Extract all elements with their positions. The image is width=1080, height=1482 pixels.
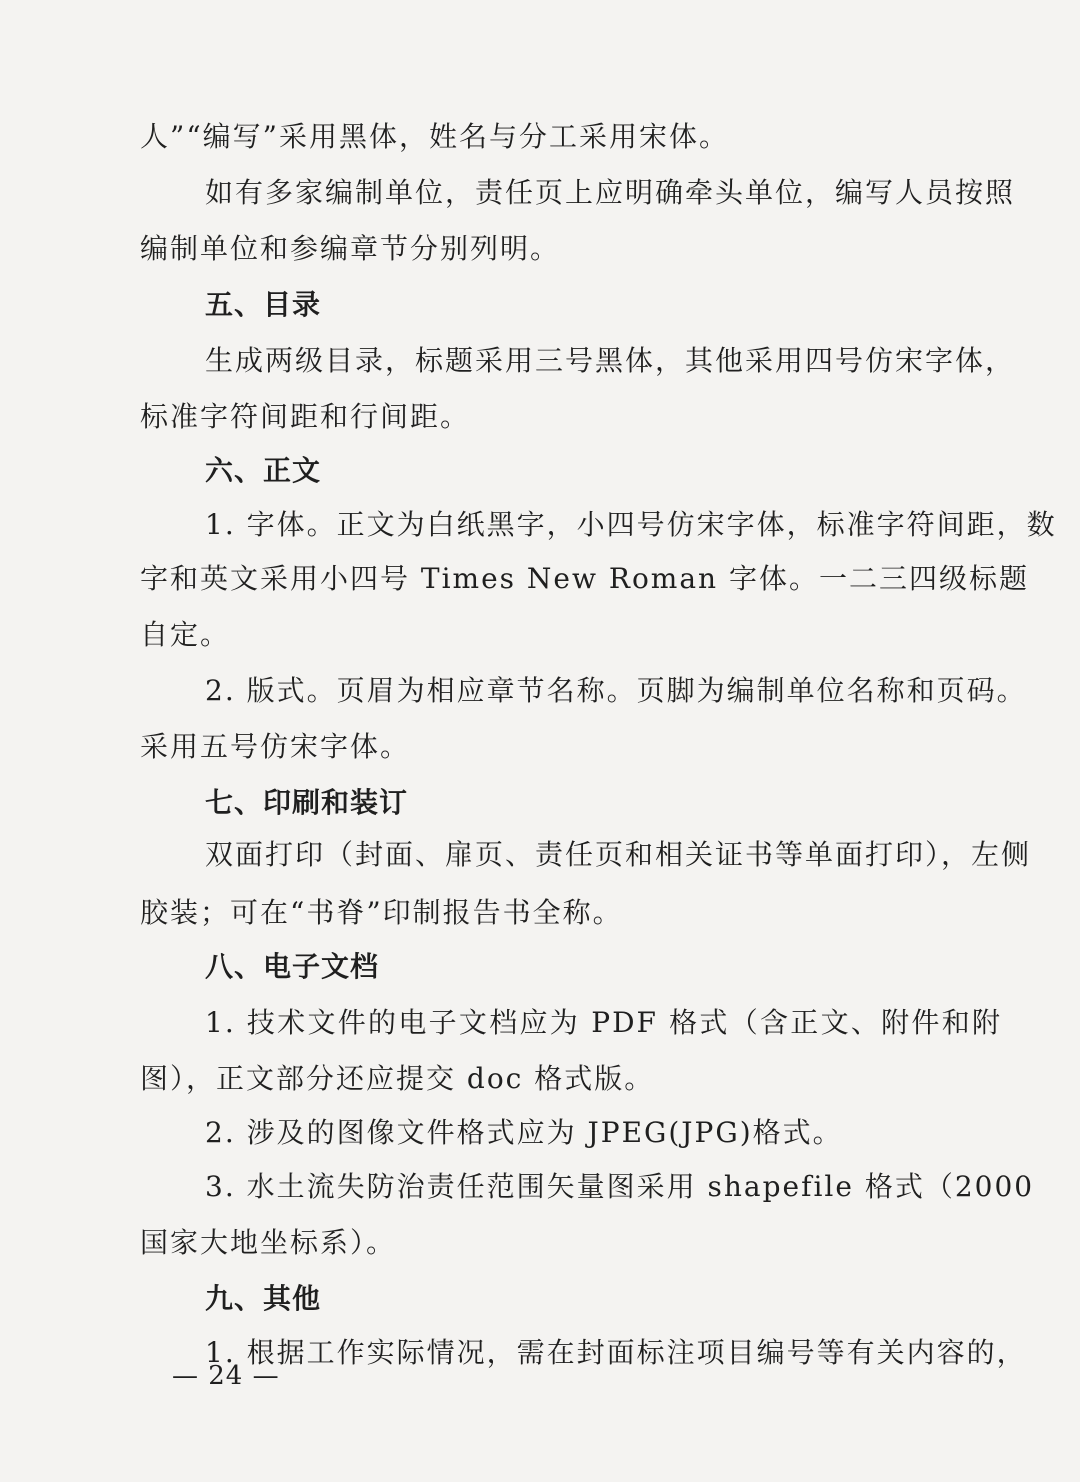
body-text-line: 生成两级目录，标题采用三号黑体，其他采用四号仿宋字体， (205, 344, 1016, 377)
body-text-line: 自定。 (140, 618, 231, 651)
body-text-line: 字和英文采用小四号 Times New Roman 字体。一二三四级标题 (140, 562, 1029, 595)
page-number: — 24 — (172, 1361, 280, 1391)
section-heading: 九、其他 (205, 1282, 322, 1315)
body-text-line: 1. 技术文件的电子文档应为 PDF 格式（含正文、附件和附 (205, 1006, 1002, 1039)
body-text-line: 国家大地坐标系）。 (140, 1226, 397, 1259)
section-heading: 七、印刷和装订 (205, 786, 409, 819)
body-text-line: 人”“编写”采用黑体，姓名与分工采用宋体。 (140, 120, 729, 153)
body-text-line: 2. 涉及的图像文件格式应为 JPEG(JPG)格式。 (205, 1116, 843, 1149)
section-heading: 八、电子文档 (205, 950, 380, 983)
body-text-line: 标准字符间距和行间距。 (140, 400, 471, 433)
body-text-line: 如有多家编制单位，责任页上应明确牵头单位，编写人员按照 (205, 176, 1016, 209)
body-text-line: 编制单位和参编章节分别列明。 (140, 232, 561, 265)
body-text-line: 1. 字体。正文为白纸黑字，小四号仿宋字体，标准字符间距，数 (205, 508, 1057, 541)
body-text-line: 双面打印（封面、扉页、责任页和相关证书等单面打印），左侧 (205, 838, 1032, 871)
body-text-line: 3. 水土流失防治责任范围矢量图采用 shapefile 格式（2000 (205, 1170, 1035, 1203)
body-text-line: 胶装；可在“书脊”印制报告书全称。 (140, 896, 623, 929)
body-text-line: 采用五号仿宋字体。 (140, 730, 411, 763)
body-text-line: 图），正文部分还应提交 doc 格式版。 (140, 1062, 655, 1095)
body-text-line: 2. 版式。页眉为相应章节名称。页脚为编制单位名称和页码。 (205, 674, 1027, 707)
section-heading: 五、目录 (205, 288, 322, 321)
body-text-line: 1. 根据工作实际情况，需在封面标注项目编号等有关内容的， (205, 1336, 1027, 1369)
section-heading: 六、正文 (205, 454, 322, 487)
